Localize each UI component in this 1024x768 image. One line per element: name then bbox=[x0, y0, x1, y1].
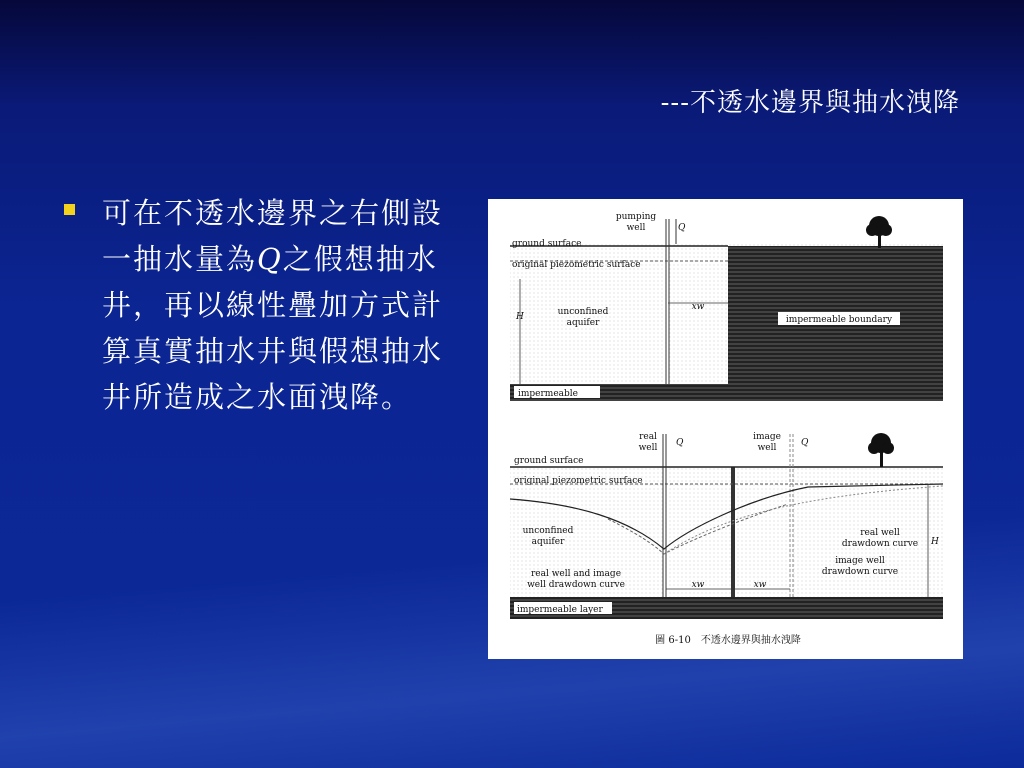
boundary-drawdown-figure bbox=[488, 199, 963, 659]
top-aquifer-label-2: aquifer bbox=[566, 318, 600, 328]
bottom-aquifer-label-1: unconfined bbox=[522, 526, 574, 536]
real-well-label-2: well bbox=[638, 443, 658, 453]
pumping-well-label-2: well bbox=[626, 223, 646, 233]
bottom-h-label: H bbox=[931, 537, 939, 547]
top-q-label: Q bbox=[678, 223, 686, 233]
bullet-text-part2: 之假想抽水井，再以線性疊加方式計算真實抽水井與假想抽水井所造成之水面洩降。 bbox=[102, 242, 444, 414]
top-ground-surface-label: ground surface bbox=[512, 239, 582, 249]
bottom-aquifer-label-2: aquifer bbox=[531, 537, 565, 547]
real-well-label-1: real bbox=[639, 432, 657, 442]
top-aquifer-label-1: unconfined bbox=[557, 307, 609, 317]
bullet-square-icon bbox=[64, 204, 75, 215]
bottom-ground-surface-label: ground surface bbox=[514, 456, 584, 466]
bottom-q2-label: Q bbox=[801, 438, 809, 448]
image-well-drawdown-label-2: drawdown curve bbox=[821, 567, 899, 577]
top-xw-label: xw bbox=[691, 302, 705, 312]
bullet-text bbox=[102, 190, 462, 420]
image-well-label-1: image bbox=[753, 432, 781, 442]
bottom-xw1-label: xw bbox=[691, 580, 705, 590]
boundary-wall bbox=[731, 467, 735, 597]
bottom-q1-label: Q bbox=[676, 438, 684, 448]
tree-icon-top bbox=[866, 216, 892, 248]
bottom-piezometric-label: original piezometric surface bbox=[514, 476, 643, 486]
bullet-item bbox=[62, 190, 462, 420]
figure-caption: 圖 6-10 不透水邊界與抽水洩降 bbox=[655, 635, 801, 646]
top-piezometric-label: original piezometric surface bbox=[512, 260, 641, 270]
image-well-label-2: well bbox=[757, 443, 777, 453]
top-h-label: H bbox=[516, 312, 524, 322]
real-well-drawdown-label-1: real well bbox=[860, 528, 900, 538]
impermeable-boundary-label: impermeable boundary bbox=[785, 315, 893, 325]
slide-title: ---不透水邊界與抽水洩降 bbox=[660, 88, 960, 118]
bottom-panel bbox=[510, 432, 943, 619]
combined-drawdown-label-2: well drawdown curve bbox=[527, 580, 625, 590]
top-panel bbox=[510, 212, 943, 401]
top-impermeable-label: impermeable bbox=[518, 389, 578, 399]
bottom-xw2-label: xw bbox=[753, 580, 767, 590]
tree-icon-bottom bbox=[868, 433, 894, 467]
bullet-text-q: Q bbox=[257, 242, 283, 276]
figure-svg bbox=[488, 199, 963, 659]
real-well-drawdown-label-2: drawdown curve bbox=[841, 539, 919, 549]
combined-drawdown-label-1: real well and image bbox=[530, 569, 622, 579]
impermeable-layer-label: impermeable layer bbox=[517, 605, 603, 615]
pumping-well-label-1: pumping bbox=[615, 212, 657, 222]
bullet-text-part1: 可在不透水邊界之右側設一抽水量為 bbox=[102, 196, 444, 276]
image-well-drawdown-label-1: image well bbox=[835, 556, 885, 566]
